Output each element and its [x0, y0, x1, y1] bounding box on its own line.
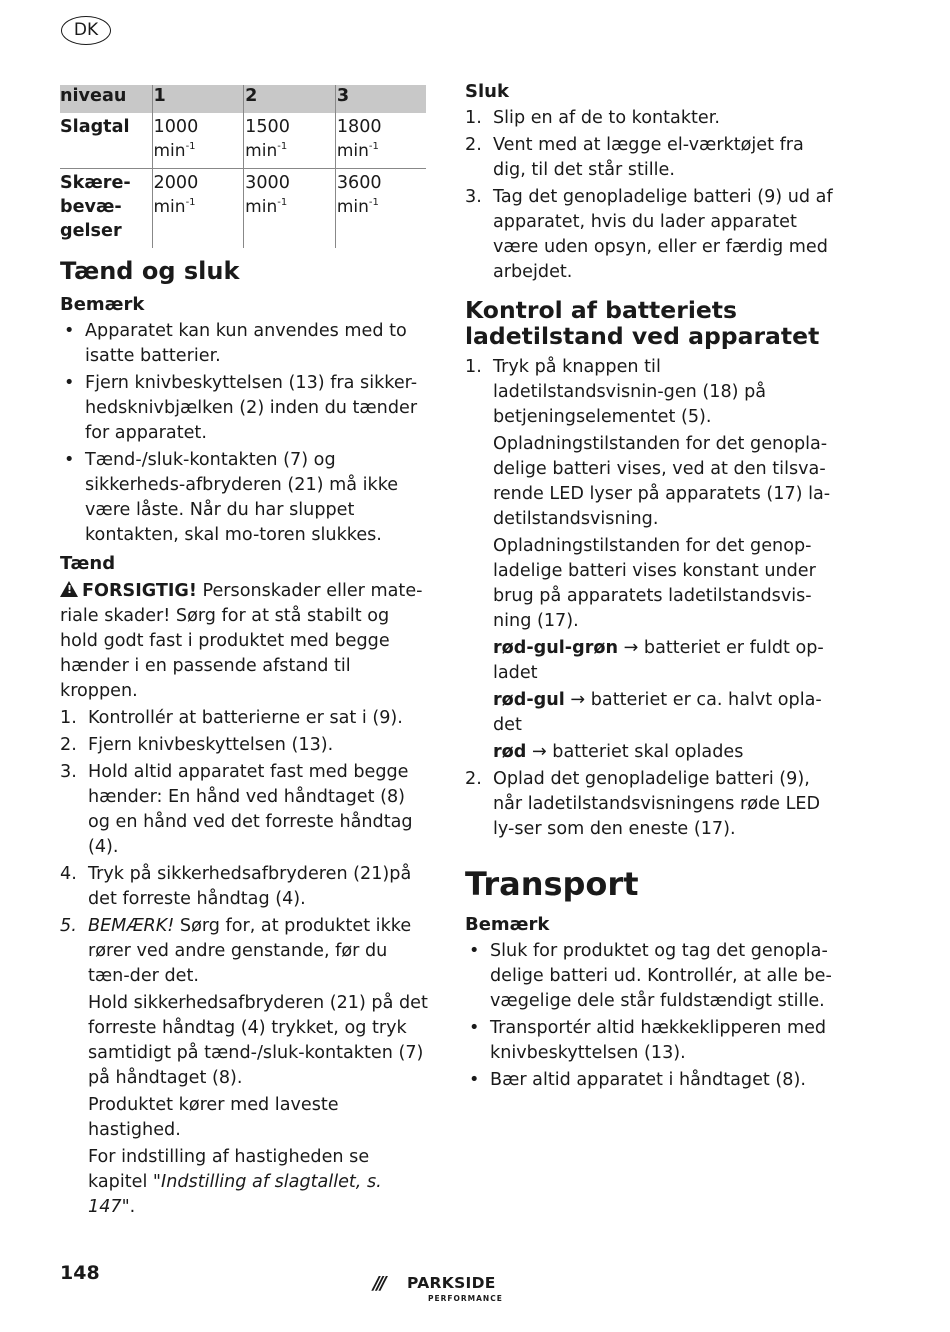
table-cell: 2000 $\min^{-1}$ [152, 169, 244, 249]
battery-steps-list [465, 355, 837, 842]
table-row [60, 113, 426, 169]
list-item: 2. Fjern knivbeskyttelsen (13). [60, 735, 334, 755]
section-heading-on-off: Tænd og sluk [60, 257, 240, 285]
list-item: 1. Kontrollér at batterierne er sat i (9). [60, 708, 403, 728]
transport-list [465, 939, 837, 1093]
off-heading: Sluk [465, 81, 509, 102]
row-label: Slagtal [60, 113, 152, 169]
speed-level-table [60, 85, 426, 248]
note-heading: Bemærk [60, 294, 145, 315]
page-number: 148 [60, 1262, 100, 1284]
led-state-full: rød-gul-grøn → batteriet er fuldt op-ladet [493, 638, 824, 683]
list-item: • Fjern knivbeskyttelsen (13) fra sikker-hedsknivbjælken (2) inden du tænder for apparatet. [60, 371, 430, 446]
list-item: • Bær altid apparatet i håndtaget (8). [465, 1068, 837, 1093]
warning-icon [60, 581, 78, 597]
list-item: 5. BEMÆRK! Sørg for, at produktet ikke rører ved andre genstande, før du tæn-der det. Hold sikkerhedsafbryderen (21) på det forreste håndtag (4) trykket, og tryk samtidigt på tænd-/sluk-kontakten (7) på håndtaget (8). Produktet kører med laveste hastighed. For indstilling af hastigheden se kapitel "Indstilling af slagtallet, s. 147". [60, 916, 428, 1217]
note-list [60, 319, 430, 548]
table-header: niveau [60, 85, 152, 113]
table-cell: 1500 $\min^{-1}$ [244, 113, 336, 169]
row-label: Skære- bevæ- gelser [60, 173, 131, 241]
on-heading: Tænd [60, 553, 116, 574]
language-badge: DK [61, 16, 111, 45]
warning-paragraph: !FORSIGTIG! Personskader eller mate-riale skader! Sørg for at stå stabilt og hold godt fast i produktet med begge hænder i en passende afstand til kroppen. [60, 579, 430, 704]
left-column [60, 78, 430, 1222]
table-header: 2 [244, 85, 336, 113]
transport-note-heading: Bemærk [465, 914, 550, 935]
list-item: • Transportér altid hækkeklipperen med knivbeskyttelsen (13). [465, 1016, 837, 1066]
off-steps-list [465, 106, 837, 285]
table-cell: 3000 $\min^{-1}$ [244, 169, 336, 249]
logo-stripes-icon: /// [373, 1273, 384, 1294]
list-item: • Tænd-/sluk-kontakten (7) og sikkerheds-afbryderen (21) må ikke være låste. Når du har sluppet kontakten, skal mo-toren slukkes. [60, 448, 430, 548]
table-row [60, 169, 426, 249]
list-item: 3. Hold altid apparatet fast med begge hænder: En hånd ved håndtaget (8) og en hånd ved det forreste håndtag (4). [60, 762, 413, 857]
led-state-half: rød-gul → batteriet er ca. halvt opla-det [493, 690, 822, 735]
table-cell: 1000 $\min^{-1}$ [152, 113, 244, 169]
right-column [465, 78, 837, 1095]
table-header: 1 [152, 85, 244, 113]
list-item: 3. Tag det genopladelige batteri (9) ud af apparatet, hvis du lader apparatet være uden opsyn, eller er færdig med arbejdet. [465, 187, 833, 282]
logo-brand: PARKSIDE [407, 1274, 496, 1292]
transport-heading: Transport [465, 865, 639, 903]
on-steps-list [60, 706, 430, 1220]
list-item: • Sluk for produktet og tag det genopla-delige batteri ud. Kontrollér, at alle be-vægelige dele står fuldstændigt stille. [465, 939, 837, 1014]
list-item: 1. Tryk på knappen til ladetilstandsvisnin-gen (18) på betjeningselementet (5). Opladningstilstanden for det genopla-delige batteri vises, ved at den tilsva-rende LED lyser på apparatets (17) la-detilstandsvisning. Opladningstilstanden for det genop-ladelige batteri vises konstant under brug på apparatets ladetilstandsvis-ning (17). rød-gul-grøn → batteriet er fuldt op-ladet rød-gul → batteriet er ca. halvt opla-det rød → batteriet skal oplades [465, 355, 837, 765]
list-item: 4. Tryk på sikkerhedsafbryderen (21)på det forreste håndtag (4). [60, 864, 412, 909]
list-item: 2. Vent med at lægge el-værktøjet fra dig, til det står stille. [465, 135, 804, 180]
table-cell: 1800 $\min^{-1}$ [335, 113, 426, 169]
table-cell: 3600 $\min^{-1}$ [335, 169, 426, 249]
list-item: 2. Oplad det genopladelige batteri (9), når ladetilstandsvisningens røde LED ly-ser som den eneste (17). [465, 769, 821, 839]
parkside-logo [373, 1273, 523, 1307]
table-header: 3 [335, 85, 426, 113]
battery-section-heading: Kontrol af batteriets ladetilstand ved apparatet [465, 296, 820, 350]
list-item: 1. Slip en af de to kontakter. [465, 108, 720, 128]
logo-subtitle: PERFORMANCE [428, 1294, 503, 1303]
led-state-empty: rød → batteriet skal oplades [493, 742, 744, 762]
list-item: • Apparatet kan kun anvendes med to isatte batterier. [60, 319, 430, 369]
